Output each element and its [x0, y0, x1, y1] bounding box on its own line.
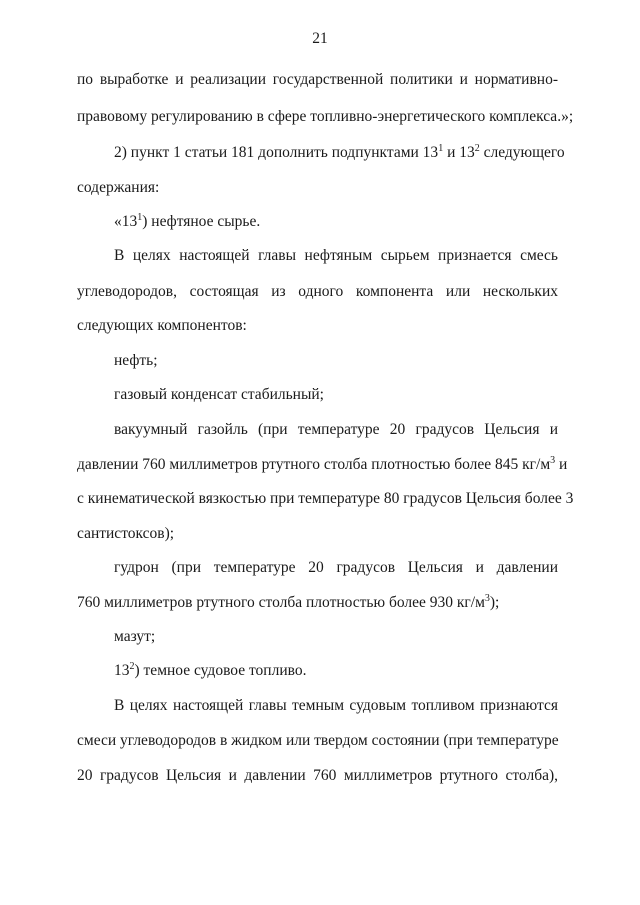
- text-segment: давлении 760 миллиметров ртутного столба плотностью более 845 кг/м: [77, 456, 551, 473]
- superscript: 1: [137, 211, 143, 223]
- text-line-14: сантистоксов);: [77, 525, 175, 542]
- text-line-10: газовый конденсат стабильный;: [114, 386, 324, 403]
- text-line-17: мазут;: [114, 628, 156, 645]
- text-segment: 13: [114, 662, 130, 679]
- text-segment: 760 миллиметров ртутного столба плотностью более 930 кг/м: [77, 594, 485, 611]
- superscript: 2: [129, 660, 135, 672]
- text-line-4: содержания:: [77, 179, 160, 196]
- text-line-6: В целях настоящей главы нефтяным сырьем признается смесь: [114, 247, 558, 264]
- text-segment: и 13: [443, 144, 475, 161]
- text-line-5: [114, 212, 260, 232]
- text-segment: ) темное судовое топливо.: [134, 662, 307, 679]
- text-line-15: гудрон (при температуре 20 градусов Цельсия и давлении: [114, 559, 558, 576]
- text-line-21: 20 градусов Цельсия и давлении 760 миллиметров ртутного столба),: [77, 767, 558, 784]
- text-line-18: [114, 661, 306, 681]
- text-line-9: нефть;: [114, 352, 158, 369]
- text-line-11: вакуумный газойль (при температуре 20 градусов Цельсия и: [114, 421, 558, 438]
- text-line-1: по выработке и реализации государственной политики и нормативно-: [77, 71, 558, 88]
- page-number: 21: [312, 30, 328, 47]
- text-line-19: В целях настоящей главы темным судовым топливом признаются: [114, 697, 558, 714]
- text-segment: и: [555, 456, 568, 473]
- text-line-3: [114, 142, 565, 163]
- text-line-8: следующих компонентов:: [77, 317, 247, 334]
- text-segment: следующего: [479, 144, 565, 161]
- text-line-7: углеводородов, состоящая из одного компонента или нескольких: [77, 283, 558, 300]
- text-line-20: смеси углеводородов в жидком или твердом состоянии (при температуре: [77, 732, 559, 749]
- text-line-2: правовому регулированию в сфере топливно-энергетического комплекса.»;: [77, 108, 574, 125]
- text-segment: «13: [114, 213, 138, 230]
- text-segment: 2) пункт 1 статьи 181 дополнить подпунктами 13: [114, 144, 439, 161]
- text-line-16: [77, 593, 499, 613]
- text-line-13: с кинематической вязкостью при температуре 80 градусов Цельсия более 3: [77, 490, 574, 507]
- superscript: 2: [474, 142, 480, 154]
- superscript: 3: [484, 592, 490, 604]
- text-segment: ) нефтяное сырье.: [142, 213, 261, 230]
- text-line-12: [77, 454, 568, 475]
- superscript: 3: [550, 454, 556, 466]
- text-segment: );: [489, 594, 500, 611]
- superscript: 1: [438, 142, 444, 154]
